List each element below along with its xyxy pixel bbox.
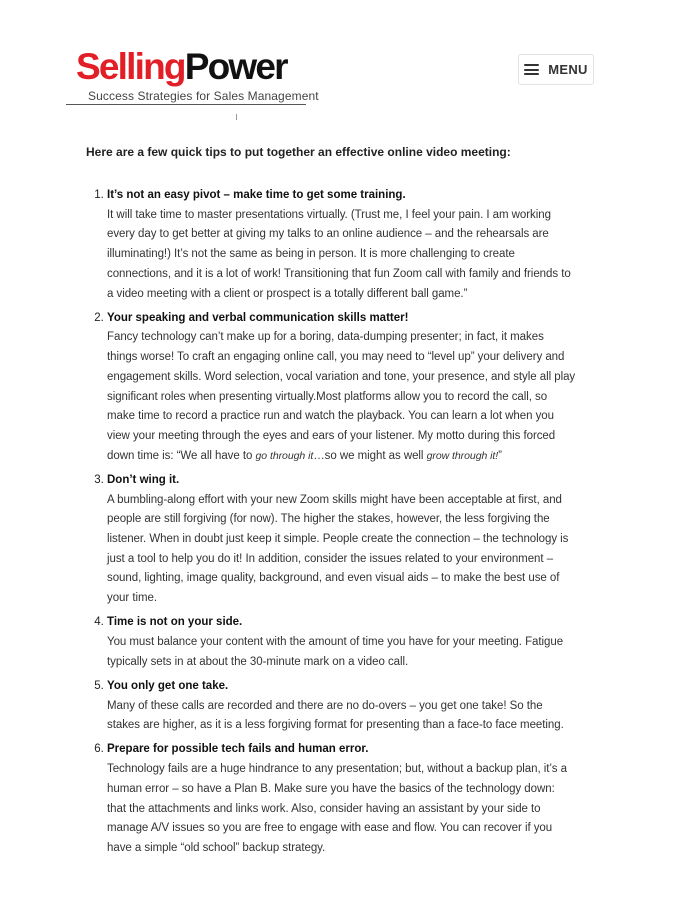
menu-button[interactable]	[518, 54, 594, 85]
tip-title: 6. Prepare for possible tech fails and human error.	[107, 743, 369, 756]
tip-title: 2. Your speaking and verbal communication skills matter!	[107, 311, 409, 324]
list-item	[107, 740, 576, 858]
list-item	[107, 186, 576, 304]
list-item	[107, 471, 576, 609]
site-header	[0, 0, 679, 120]
tip-body-text: …so we might as well	[313, 449, 427, 462]
logo-power: Power	[184, 46, 287, 87]
list-item	[107, 309, 576, 467]
tip-title: 1. It’s not an easy pivot – make time to get some training.	[107, 189, 406, 201]
tip-body-text: ”	[498, 449, 502, 462]
site-tagline: Success Strategies for Sales Management	[88, 89, 319, 103]
tip-title: 4. Time is not on your side.	[107, 616, 243, 629]
hamburger-icon	[524, 64, 539, 75]
tip-body: A bumbling-along effort with your new Zoom skills might have been acceptable at first, and people are still forgiving (for now). The higher the stakes, however, the less forgiving the listener. When in doubt just keep it simple. People create the connection – the technology is just a tool to help you do it! In addition, consider the issues related to your environment – sound, lighting, image quality, background, and even visual aids – to make the best use of your time.	[107, 493, 569, 605]
tips-list	[86, 186, 576, 859]
tagline-underline	[66, 104, 306, 105]
tip-body-text: Fancy technology can’t make up for a boring, data-dumping presenter; in fact, it makes things worse! To craft an engaging online call, you may need to “level up” your delivery and engagement skills. Word selection, vocal variation and tone, your presence, and style all play significant roles when presenting virtually.Most platforms allow you to record the call, so make time to record a practice run and watch the playback. You can learn a lot when you view your meeting through the eyes and ears of your listener. My motto during this forced down time is: “We all have to	[107, 331, 576, 462]
logo-selling: Selling	[76, 46, 185, 87]
site-logo[interactable]	[76, 46, 287, 88]
list-item	[107, 613, 576, 672]
list-item	[107, 677, 576, 736]
tip-body: It will take time to master presentations virtually. (Trust me, I feel your pain. I am working every day to get better at giving my talks to an online audience – and the rehearsals are illuminating!) It’s not the same as being in person. It is more challenging to create connections, and it is a lot of work! Transitioning that fun Zoom call with family and friends to a video meeting with a client or prospect is a totally different ball game.”	[107, 208, 571, 300]
tip-title: 5. You only get one take.	[107, 679, 229, 692]
tip-body-italic: grow through it!	[426, 449, 499, 462]
article-content	[86, 143, 576, 863]
tip-body	[107, 328, 576, 466]
tip-body-italic: go through it	[255, 449, 314, 462]
tip-body: Technology fails are a huge hindrance to any presentation; but, without a backup plan, it’s a human error – so have a Plan B. Make sure you have the basics of the technology down: that the attachments and links work. Also, consider having an assistant by your side to manage A/V issues so you are free to engage with ease and flow. You can recover if you have a simple “old school” backup strategy.	[107, 763, 567, 854]
tip-body: Many of these calls are recorded and there are no do-overs – you get one take! So the stakes are higher, as it is a less forgiving format for presenting than a face-to face meeting.	[107, 699, 564, 732]
tip-body: You must balance your content with the amount of time you have for your meeting. Fatigue typically sets in at about the 30-minute mark on a video call.	[107, 635, 564, 668]
clipped-text-fragment	[236, 114, 237, 120]
article-intro: Here are a few quick tips to put together an effective online video meeting:	[86, 145, 511, 159]
menu-label: MENU	[548, 62, 588, 77]
tip-title: 3. Don’t wing it.	[107, 473, 180, 486]
